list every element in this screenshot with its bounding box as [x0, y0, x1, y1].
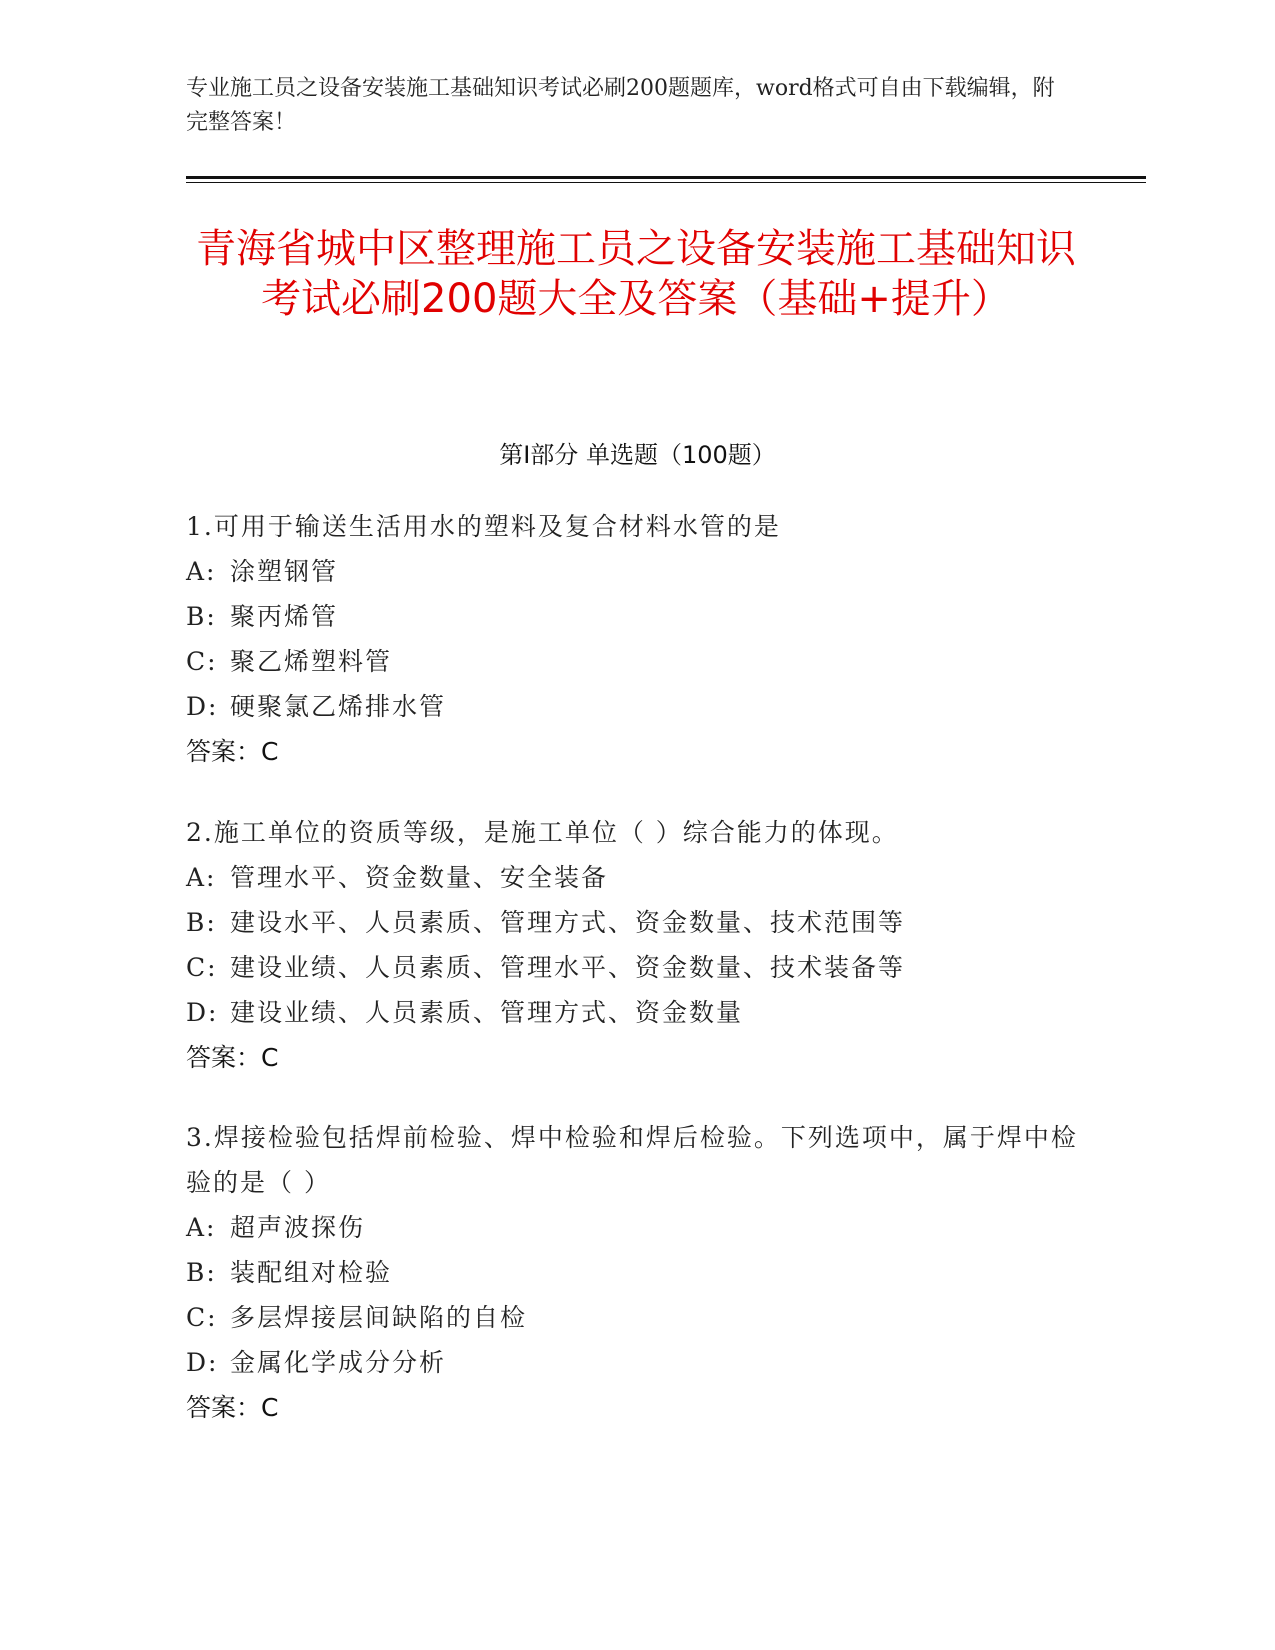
- option-text: 管理水平、资金数量、安全装备: [230, 863, 609, 892]
- document-title: 青海省城中区整理施工员之设备安装施工基础知识考试必刷200题大全及答案（基础+提升）: [196, 226, 1076, 322]
- option-letter: A:: [186, 863, 217, 892]
- option-text: 建设业绩、人员素质、管理水平、资金数量、技术装备等: [230, 953, 906, 982]
- question-stem: 1.可用于输送生活用水的塑料及复合材料水管的是: [186, 512, 781, 541]
- option-letter: D:: [186, 692, 219, 721]
- option-a: [186, 1205, 1086, 1250]
- option-letter: C:: [186, 953, 218, 982]
- question-1: [186, 504, 1086, 774]
- option-text: 聚乙烯塑料管: [230, 647, 393, 676]
- answer: 答案：C: [186, 737, 279, 766]
- option-text: 建设业绩、人员素质、管理方式、资金数量: [230, 998, 744, 1027]
- option-a: [186, 855, 1086, 900]
- header-divider-thick: [186, 176, 1146, 179]
- option-a: [186, 549, 1086, 594]
- option-b: [186, 900, 1086, 945]
- option-letter: A:: [186, 557, 217, 586]
- answer: 答案：C: [186, 1043, 279, 1072]
- option-text: 聚丙烯管: [230, 602, 339, 631]
- option-text: 超声波探伤: [230, 1213, 366, 1242]
- option-b: [186, 594, 1086, 639]
- option-letter: C:: [186, 647, 218, 676]
- answer: 答案：C: [186, 1393, 279, 1422]
- option-letter: D:: [186, 1348, 219, 1377]
- section-title: 第I部分 单选题（100题）: [499, 441, 776, 469]
- option-d: [186, 1340, 1086, 1385]
- option-text: 涂塑钢管: [230, 557, 339, 586]
- option-c: [186, 1295, 1086, 1340]
- question-3: [186, 1115, 1086, 1430]
- option-letter: B:: [186, 602, 217, 631]
- option-letter: B:: [186, 908, 217, 937]
- option-d: [186, 990, 1086, 1035]
- option-letter: B:: [186, 1258, 217, 1287]
- option-letter: D:: [186, 998, 219, 1027]
- option-text: 装配组对检验: [230, 1258, 393, 1287]
- question-stem: 2.施工单位的资质等级，是施工单位（ ）综合能力的体现。: [186, 818, 899, 847]
- option-c: [186, 639, 1086, 684]
- option-text: 金属化学成分分析: [230, 1348, 447, 1377]
- option-text: 硬聚氯乙烯排水管: [230, 692, 447, 721]
- option-letter: A:: [186, 1213, 217, 1242]
- header-note: 专业施工员之设备安装施工基础知识考试必刷200题题库，word格式可自由下载编辑，附完整答案！: [186, 76, 1055, 135]
- question-2: [186, 810, 1086, 1080]
- header-divider-thin: [186, 182, 1146, 183]
- option-letter: C:: [186, 1303, 218, 1332]
- option-b: [186, 1250, 1086, 1295]
- option-c: [186, 945, 1086, 990]
- option-text: 建设水平、人员素质、管理方式、资金数量、技术范围等: [230, 908, 906, 937]
- option-text: 多层焊接层间缺陷的自检: [230, 1303, 528, 1332]
- question-stem: 3.焊接检验包括焊前检验、焊中检验和焊后检验。下列选项中，属于焊中检验的是（ ）: [186, 1123, 1078, 1197]
- option-d: [186, 684, 1086, 729]
